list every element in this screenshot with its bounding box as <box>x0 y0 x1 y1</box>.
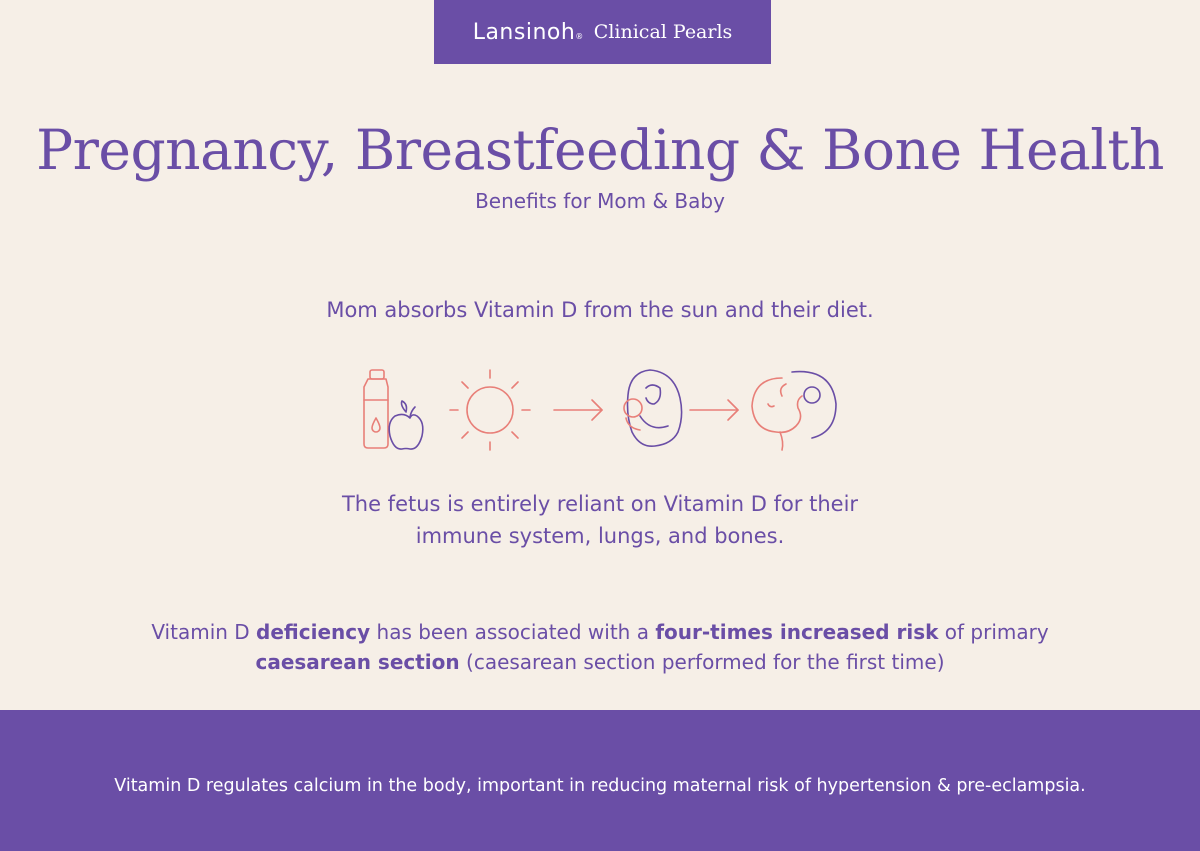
page-title: Pregnancy, Breastfeeding & Bone Health <box>36 118 1164 182</box>
risk-text-line-2: caesarean section (caesarean section performed for the first time) <box>255 650 945 674</box>
emphasis-deficiency: deficiency <box>256 620 371 644</box>
brand-banner <box>434 0 771 64</box>
sun-icon <box>450 370 530 450</box>
arrow-right-icon <box>554 400 602 420</box>
emphasis-caesarean: caesarean section <box>255 650 460 674</box>
breastfeeding-baby-icon <box>752 372 836 450</box>
brand-logo: Lansinoh® <box>472 19 584 45</box>
footer-text: Vitamin D regulates calcium in the body, important in reducing maternal risk of hypertension & pre-eclampsia. <box>114 776 1086 796</box>
mother-baby-icon <box>624 370 682 446</box>
page-subtitle: Benefits for Mom & Baby <box>475 189 725 213</box>
bottle-apple-icon <box>364 370 423 449</box>
footer-band <box>0 710 1200 851</box>
fetus-text-line-2: immune system, lungs, and bones. <box>415 524 785 548</box>
arrow-right-icon <box>690 400 738 420</box>
fetus-text-line-1: The fetus is entirely reliant on Vitamin D for their <box>341 492 859 516</box>
brand-tagline: Clinical Pearls <box>593 21 733 43</box>
intro-text: Mom absorbs Vitamin D from the sun and their diet. <box>326 298 874 322</box>
risk-text <box>0 617 1200 677</box>
fetus-text <box>0 488 1200 552</box>
vitamin-d-icon-row <box>350 360 850 460</box>
risk-text-line-1: Vitamin D deficiency has been associated with a four-times increased risk of primary <box>151 620 1049 644</box>
emphasis-increased-risk: four-times increased risk <box>655 620 939 644</box>
